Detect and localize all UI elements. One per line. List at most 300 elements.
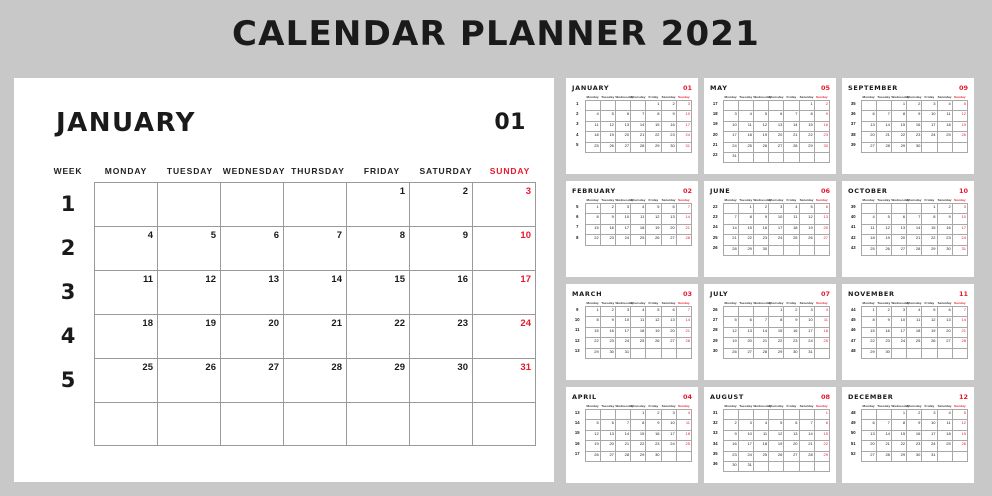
mini-day-cell[interactable] — [814, 348, 829, 358]
mini-day-cell[interactable]: 13 — [861, 430, 876, 440]
mini-day-cell[interactable]: 15 — [646, 121, 661, 131]
mini-day-cell[interactable]: 2 — [723, 420, 738, 430]
day-cell[interactable] — [410, 183, 473, 226]
mini-month-february[interactable] — [566, 181, 698, 277]
mini-day-cell[interactable]: 16 — [646, 430, 661, 440]
mini-day-cell[interactable]: 14 — [631, 121, 646, 131]
mini-day-cell[interactable]: 10 — [676, 111, 691, 121]
mini-day-cell[interactable]: 4 — [676, 410, 691, 420]
mini-day-cell[interactable] — [615, 410, 630, 420]
mini-day-cell[interactable] — [876, 204, 891, 214]
mini-day-cell[interactable]: 24 — [615, 235, 630, 245]
mini-day-cell[interactable]: 29 — [891, 451, 906, 461]
mini-day-cell[interactable]: 9 — [661, 111, 676, 121]
mini-day-cell[interactable]: 4 — [937, 101, 952, 111]
mini-day-cell[interactable]: 17 — [738, 441, 753, 451]
mini-day-cell[interactable]: 12 — [769, 430, 784, 440]
mini-day-cell[interactable] — [753, 101, 768, 111]
mini-day-cell[interactable]: 2 — [646, 410, 661, 420]
mini-day-cell[interactable] — [922, 142, 937, 152]
mini-day-cell[interactable]: 22 — [769, 338, 784, 348]
mini-day-cell[interactable]: 19 — [585, 441, 600, 451]
mini-day-cell[interactable] — [631, 348, 646, 358]
mini-day-cell[interactable]: 10 — [615, 214, 630, 224]
mini-day-cell[interactable]: 6 — [615, 111, 630, 121]
mini-day-cell[interactable]: 14 — [876, 121, 891, 131]
mini-day-cell[interactable]: 11 — [814, 317, 829, 327]
mini-day-cell[interactable]: 22 — [814, 441, 829, 451]
mini-day-cell[interactable]: 17 — [891, 327, 906, 337]
mini-day-cell[interactable]: 3 — [922, 410, 937, 420]
mini-day-cell[interactable]: 8 — [585, 317, 600, 327]
mini-day-cell[interactable]: 23 — [753, 235, 768, 245]
mini-day-cell[interactable]: 4 — [631, 307, 646, 317]
mini-day-cell[interactable]: 5 — [600, 111, 615, 121]
mini-day-cell[interactable]: 17 — [615, 224, 630, 234]
mini-day-cell[interactable]: 21 — [723, 235, 738, 245]
mini-month-may[interactable] — [704, 78, 836, 174]
day-cell[interactable] — [95, 271, 158, 314]
mini-day-cell[interactable]: 26 — [952, 132, 967, 142]
mini-day-cell[interactable] — [723, 410, 738, 420]
mini-day-cell[interactable]: 18 — [814, 327, 829, 337]
mini-day-cell[interactable] — [676, 451, 691, 461]
mini-day-cell[interactable] — [799, 461, 814, 471]
mini-day-cell[interactable]: 19 — [600, 132, 615, 142]
mini-day-cell[interactable]: 14 — [799, 430, 814, 440]
mini-day-cell[interactable]: 17 — [723, 132, 738, 142]
day-cell[interactable] — [284, 227, 347, 270]
mini-day-cell[interactable]: 18 — [907, 327, 922, 337]
day-cell[interactable] — [347, 359, 410, 402]
mini-day-cell[interactable]: 29 — [799, 142, 814, 152]
day-cell[interactable] — [95, 315, 158, 358]
mini-day-cell[interactable]: 12 — [922, 317, 937, 327]
mini-day-cell[interactable]: 28 — [876, 451, 891, 461]
mini-day-cell[interactable]: 31 — [723, 152, 738, 162]
mini-day-cell[interactable] — [615, 101, 630, 111]
mini-day-cell[interactable] — [952, 142, 967, 152]
mini-day-cell[interactable]: 26 — [799, 235, 814, 245]
mini-day-cell[interactable]: 18 — [753, 441, 768, 451]
mini-day-cell[interactable]: 27 — [738, 348, 753, 358]
mini-day-cell[interactable]: 31 — [676, 142, 691, 152]
mini-day-cell[interactable]: 15 — [631, 430, 646, 440]
mini-day-cell[interactable] — [784, 410, 799, 420]
mini-day-cell[interactable]: 13 — [615, 121, 630, 131]
mini-day-cell[interactable]: 23 — [723, 451, 738, 461]
mini-day-cell[interactable]: 20 — [937, 327, 952, 337]
mini-day-cell[interactable] — [723, 101, 738, 111]
day-cell[interactable] — [95, 359, 158, 402]
mini-day-cell[interactable]: 27 — [784, 451, 799, 461]
mini-day-cell[interactable]: 19 — [753, 132, 768, 142]
mini-day-cell[interactable]: 5 — [646, 204, 661, 214]
mini-day-cell[interactable]: 15 — [814, 430, 829, 440]
mini-day-cell[interactable]: 24 — [676, 132, 691, 142]
mini-day-cell[interactable]: 16 — [661, 121, 676, 131]
mini-day-cell[interactable]: 8 — [585, 214, 600, 224]
mini-day-cell[interactable]: 7 — [952, 307, 967, 317]
mini-day-cell[interactable]: 2 — [600, 204, 615, 214]
mini-day-cell[interactable]: 20 — [861, 441, 876, 451]
mini-day-cell[interactable]: 9 — [723, 430, 738, 440]
mini-day-cell[interactable]: 17 — [661, 430, 676, 440]
mini-day-cell[interactable]: 12 — [952, 420, 967, 430]
mini-day-cell[interactable]: 31 — [615, 348, 630, 358]
mini-day-cell[interactable]: 9 — [784, 317, 799, 327]
mini-day-cell[interactable]: 15 — [891, 430, 906, 440]
mini-day-cell[interactable]: 24 — [922, 441, 937, 451]
mini-day-cell[interactable] — [784, 152, 799, 162]
mini-day-cell[interactable]: 8 — [646, 111, 661, 121]
mini-day-cell[interactable]: 20 — [891, 235, 906, 245]
mini-day-cell[interactable]: 16 — [876, 327, 891, 337]
day-cell[interactable] — [95, 227, 158, 270]
mini-day-cell[interactable]: 11 — [861, 224, 876, 234]
mini-day-cell[interactable]: 19 — [799, 224, 814, 234]
mini-day-cell[interactable]: 25 — [937, 132, 952, 142]
mini-day-cell[interactable] — [799, 245, 814, 255]
day-cell[interactable] — [347, 403, 410, 445]
mini-day-cell[interactable]: 1 — [922, 204, 937, 214]
mini-day-cell[interactable]: 28 — [631, 142, 646, 152]
mini-day-cell[interactable]: 21 — [784, 132, 799, 142]
mini-day-cell[interactable] — [738, 410, 753, 420]
day-cell[interactable] — [347, 183, 410, 226]
mini-day-cell[interactable] — [891, 348, 906, 358]
mini-day-cell[interactable]: 12 — [952, 111, 967, 121]
mini-day-cell[interactable]: 21 — [799, 441, 814, 451]
mini-day-cell[interactable]: 8 — [891, 420, 906, 430]
mini-day-cell[interactable]: 13 — [769, 121, 784, 131]
mini-day-cell[interactable]: 8 — [861, 317, 876, 327]
mini-day-cell[interactable]: 2 — [661, 101, 676, 111]
mini-day-cell[interactable]: 26 — [769, 451, 784, 461]
mini-day-cell[interactable]: 5 — [922, 307, 937, 317]
mini-month-november[interactable] — [842, 284, 974, 380]
mini-day-cell[interactable]: 15 — [585, 327, 600, 337]
mini-day-cell[interactable]: 17 — [769, 224, 784, 234]
mini-day-cell[interactable]: 23 — [937, 235, 952, 245]
day-cell[interactable] — [410, 359, 473, 402]
mini-day-cell[interactable] — [814, 152, 829, 162]
mini-day-cell[interactable]: 27 — [769, 142, 784, 152]
mini-day-cell[interactable]: 12 — [753, 121, 768, 131]
mini-day-cell[interactable]: 4 — [784, 204, 799, 214]
mini-day-cell[interactable]: 15 — [585, 224, 600, 234]
mini-day-cell[interactable]: 20 — [661, 327, 676, 337]
mini-day-cell[interactable]: 1 — [891, 410, 906, 420]
day-cell[interactable] — [410, 403, 473, 445]
day-cell[interactable] — [221, 271, 284, 314]
mini-day-cell[interactable]: 2 — [784, 307, 799, 317]
mini-day-cell[interactable]: 7 — [753, 317, 768, 327]
mini-day-cell[interactable] — [600, 101, 615, 111]
mini-day-cell[interactable] — [952, 451, 967, 461]
mini-day-cell[interactable]: 19 — [876, 235, 891, 245]
day-cell[interactable] — [221, 227, 284, 270]
mini-day-cell[interactable]: 30 — [646, 451, 661, 461]
mini-day-cell[interactable]: 3 — [615, 204, 630, 214]
mini-day-cell[interactable]: 30 — [876, 348, 891, 358]
mini-day-cell[interactable]: 9 — [876, 317, 891, 327]
mini-day-cell[interactable]: 19 — [952, 121, 967, 131]
mini-day-cell[interactable]: 8 — [922, 214, 937, 224]
mini-day-cell[interactable]: 27 — [600, 451, 615, 461]
mini-day-cell[interactable]: 4 — [861, 214, 876, 224]
mini-day-cell[interactable] — [891, 204, 906, 214]
mini-day-cell[interactable]: 20 — [738, 338, 753, 348]
mini-day-cell[interactable]: 14 — [753, 327, 768, 337]
mini-day-cell[interactable]: 12 — [799, 214, 814, 224]
mini-day-cell[interactable]: 21 — [907, 235, 922, 245]
mini-day-cell[interactable]: 29 — [891, 142, 906, 152]
mini-day-cell[interactable]: 14 — [876, 430, 891, 440]
mini-day-cell[interactable]: 19 — [646, 327, 661, 337]
mini-day-cell[interactable]: 27 — [661, 235, 676, 245]
mini-day-cell[interactable]: 22 — [585, 338, 600, 348]
mini-day-cell[interactable]: 3 — [769, 204, 784, 214]
mini-day-cell[interactable]: 21 — [876, 441, 891, 451]
mini-day-cell[interactable]: 23 — [600, 235, 615, 245]
mini-day-cell[interactable] — [937, 348, 952, 358]
mini-day-cell[interactable] — [585, 410, 600, 420]
day-cell[interactable] — [221, 359, 284, 402]
day-cell[interactable] — [284, 359, 347, 402]
mini-day-cell[interactable]: 7 — [876, 111, 891, 121]
mini-day-cell[interactable]: 28 — [723, 245, 738, 255]
mini-day-cell[interactable]: 8 — [738, 214, 753, 224]
mini-day-cell[interactable]: 17 — [615, 327, 630, 337]
mini-day-cell[interactable]: 12 — [600, 121, 615, 131]
mini-day-cell[interactable] — [814, 245, 829, 255]
mini-day-cell[interactable]: 21 — [952, 327, 967, 337]
mini-day-cell[interactable]: 27 — [861, 142, 876, 152]
mini-day-cell[interactable] — [661, 451, 676, 461]
day-cell[interactable] — [410, 227, 473, 270]
mini-day-cell[interactable]: 27 — [615, 142, 630, 152]
day-cell[interactable] — [221, 403, 284, 445]
mini-month-april[interactable] — [566, 387, 698, 483]
mini-day-cell[interactable]: 9 — [600, 317, 615, 327]
mini-day-cell[interactable]: 6 — [937, 307, 952, 317]
mini-day-cell[interactable]: 28 — [952, 338, 967, 348]
mini-day-cell[interactable]: 23 — [600, 338, 615, 348]
mini-day-cell[interactable]: 20 — [600, 441, 615, 451]
mini-day-cell[interactable]: 15 — [799, 121, 814, 131]
mini-day-cell[interactable]: 20 — [769, 132, 784, 142]
mini-day-cell[interactable]: 6 — [861, 111, 876, 121]
mini-day-cell[interactable]: 17 — [799, 327, 814, 337]
mini-day-cell[interactable]: 26 — [922, 338, 937, 348]
mini-day-cell[interactable]: 7 — [876, 420, 891, 430]
mini-day-cell[interactable]: 3 — [723, 111, 738, 121]
mini-day-cell[interactable] — [738, 152, 753, 162]
mini-day-cell[interactable]: 18 — [676, 430, 691, 440]
mini-day-cell[interactable]: 25 — [937, 441, 952, 451]
mini-day-cell[interactable]: 28 — [784, 142, 799, 152]
mini-day-cell[interactable] — [753, 410, 768, 420]
mini-day-cell[interactable]: 26 — [585, 451, 600, 461]
day-cell[interactable] — [473, 315, 536, 358]
mini-day-cell[interactable]: 25 — [676, 441, 691, 451]
mini-day-cell[interactable]: 11 — [907, 317, 922, 327]
mini-day-cell[interactable]: 1 — [738, 204, 753, 214]
mini-day-cell[interactable]: 26 — [952, 441, 967, 451]
mini-day-cell[interactable]: 21 — [753, 338, 768, 348]
mini-day-cell[interactable]: 5 — [769, 420, 784, 430]
mini-day-cell[interactable]: 15 — [738, 224, 753, 234]
mini-day-cell[interactable]: 2 — [876, 307, 891, 317]
day-cell[interactable] — [221, 183, 284, 226]
mini-day-cell[interactable]: 10 — [891, 317, 906, 327]
day-cell[interactable] — [158, 403, 221, 445]
mini-day-cell[interactable]: 24 — [769, 235, 784, 245]
mini-day-cell[interactable]: 11 — [585, 121, 600, 131]
mini-day-cell[interactable]: 14 — [676, 214, 691, 224]
mini-day-cell[interactable]: 10 — [922, 111, 937, 121]
mini-day-cell[interactable]: 30 — [784, 348, 799, 358]
mini-day-cell[interactable] — [753, 461, 768, 471]
mini-day-cell[interactable]: 23 — [661, 132, 676, 142]
mini-day-cell[interactable]: 31 — [738, 461, 753, 471]
mini-day-cell[interactable] — [585, 101, 600, 111]
mini-day-cell[interactable]: 24 — [952, 235, 967, 245]
mini-day-cell[interactable]: 2 — [753, 204, 768, 214]
mini-day-cell[interactable]: 17 — [922, 121, 937, 131]
mini-day-cell[interactable]: 18 — [861, 235, 876, 245]
mini-day-cell[interactable]: 7 — [723, 214, 738, 224]
mini-day-cell[interactable] — [876, 410, 891, 420]
mini-day-cell[interactable]: 25 — [784, 235, 799, 245]
mini-day-cell[interactable]: 15 — [922, 224, 937, 234]
mini-day-cell[interactable]: 9 — [937, 214, 952, 224]
day-cell[interactable] — [473, 227, 536, 270]
mini-day-cell[interactable]: 4 — [753, 420, 768, 430]
mini-day-cell[interactable]: 13 — [661, 317, 676, 327]
mini-day-cell[interactable]: 15 — [769, 327, 784, 337]
mini-day-cell[interactable]: 30 — [814, 142, 829, 152]
mini-day-cell[interactable]: 30 — [937, 245, 952, 255]
mini-day-cell[interactable]: 14 — [615, 430, 630, 440]
mini-day-cell[interactable]: 4 — [738, 111, 753, 121]
mini-day-cell[interactable]: 22 — [631, 441, 646, 451]
mini-day-cell[interactable] — [723, 307, 738, 317]
mini-day-cell[interactable]: 1 — [891, 101, 906, 111]
mini-day-cell[interactable]: 3 — [891, 307, 906, 317]
mini-month-june[interactable] — [704, 181, 836, 277]
mini-day-cell[interactable]: 27 — [661, 338, 676, 348]
mini-day-cell[interactable]: 29 — [769, 348, 784, 358]
mini-day-cell[interactable]: 12 — [646, 317, 661, 327]
mini-day-cell[interactable]: 24 — [615, 338, 630, 348]
mini-day-cell[interactable]: 9 — [600, 214, 615, 224]
mini-day-cell[interactable] — [600, 410, 615, 420]
mini-day-cell[interactable]: 22 — [738, 235, 753, 245]
mini-day-cell[interactable]: 5 — [799, 204, 814, 214]
mini-day-cell[interactable]: 29 — [646, 142, 661, 152]
mini-month-august[interactable] — [704, 387, 836, 483]
mini-day-cell[interactable]: 30 — [753, 245, 768, 255]
mini-day-cell[interactable]: 12 — [585, 430, 600, 440]
mini-month-july[interactable] — [704, 284, 836, 380]
mini-day-cell[interactable]: 23 — [907, 132, 922, 142]
mini-day-cell[interactable]: 14 — [907, 224, 922, 234]
mini-day-cell[interactable]: 26 — [876, 245, 891, 255]
mini-day-cell[interactable] — [676, 348, 691, 358]
day-cell[interactable] — [95, 403, 158, 445]
mini-day-cell[interactable]: 27 — [891, 245, 906, 255]
mini-day-cell[interactable]: 10 — [769, 214, 784, 224]
mini-day-cell[interactable]: 1 — [814, 410, 829, 420]
mini-day-cell[interactable]: 30 — [723, 461, 738, 471]
mini-day-cell[interactable] — [753, 307, 768, 317]
mini-day-cell[interactable]: 25 — [907, 338, 922, 348]
mini-day-cell[interactable]: 12 — [876, 224, 891, 234]
mini-day-cell[interactable]: 3 — [799, 307, 814, 317]
mini-day-cell[interactable]: 16 — [784, 327, 799, 337]
mini-day-cell[interactable]: 20 — [784, 441, 799, 451]
mini-day-cell[interactable]: 8 — [631, 420, 646, 430]
mini-day-cell[interactable]: 3 — [922, 101, 937, 111]
mini-day-cell[interactable]: 30 — [600, 348, 615, 358]
mini-day-cell[interactable]: 24 — [723, 142, 738, 152]
mini-day-cell[interactable]: 16 — [937, 224, 952, 234]
mini-day-cell[interactable]: 24 — [661, 441, 676, 451]
mini-day-cell[interactable] — [723, 204, 738, 214]
mini-day-cell[interactable]: 21 — [615, 441, 630, 451]
mini-day-cell[interactable]: 29 — [861, 348, 876, 358]
mini-day-cell[interactable]: 29 — [738, 245, 753, 255]
day-cell[interactable] — [158, 183, 221, 226]
mini-day-cell[interactable]: 23 — [907, 441, 922, 451]
mini-day-cell[interactable]: 18 — [784, 224, 799, 234]
mini-day-cell[interactable]: 13 — [814, 214, 829, 224]
mini-day-cell[interactable]: 1 — [631, 410, 646, 420]
mini-day-cell[interactable]: 22 — [799, 132, 814, 142]
mini-day-cell[interactable]: 19 — [723, 338, 738, 348]
mini-day-cell[interactable]: 28 — [676, 235, 691, 245]
mini-day-cell[interactable]: 16 — [753, 224, 768, 234]
mini-day-cell[interactable]: 16 — [600, 327, 615, 337]
mini-day-cell[interactable]: 8 — [799, 111, 814, 121]
mini-day-cell[interactable]: 25 — [861, 245, 876, 255]
mini-day-cell[interactable] — [799, 410, 814, 420]
mini-day-cell[interactable]: 1 — [769, 307, 784, 317]
mini-day-cell[interactable]: 7 — [615, 420, 630, 430]
mini-day-cell[interactable]: 6 — [814, 204, 829, 214]
mini-day-cell[interactable]: 31 — [799, 348, 814, 358]
mini-day-cell[interactable]: 18 — [937, 121, 952, 131]
mini-day-cell[interactable] — [738, 101, 753, 111]
mini-day-cell[interactable]: 7 — [907, 214, 922, 224]
mini-day-cell[interactable]: 2 — [814, 101, 829, 111]
mini-day-cell[interactable]: 24 — [922, 132, 937, 142]
mini-day-cell[interactable]: 1 — [799, 101, 814, 111]
mini-day-cell[interactable] — [937, 451, 952, 461]
mini-day-cell[interactable] — [907, 348, 922, 358]
mini-month-january[interactable] — [566, 78, 698, 174]
mini-day-cell[interactable]: 1 — [646, 101, 661, 111]
mini-day-cell[interactable]: 7 — [676, 307, 691, 317]
mini-day-cell[interactable]: 18 — [631, 327, 646, 337]
mini-day-cell[interactable]: 19 — [769, 441, 784, 451]
mini-day-cell[interactable]: 10 — [738, 430, 753, 440]
mini-day-cell[interactable]: 12 — [723, 327, 738, 337]
mini-day-cell[interactable]: 23 — [814, 132, 829, 142]
mini-day-cell[interactable]: 5 — [585, 420, 600, 430]
